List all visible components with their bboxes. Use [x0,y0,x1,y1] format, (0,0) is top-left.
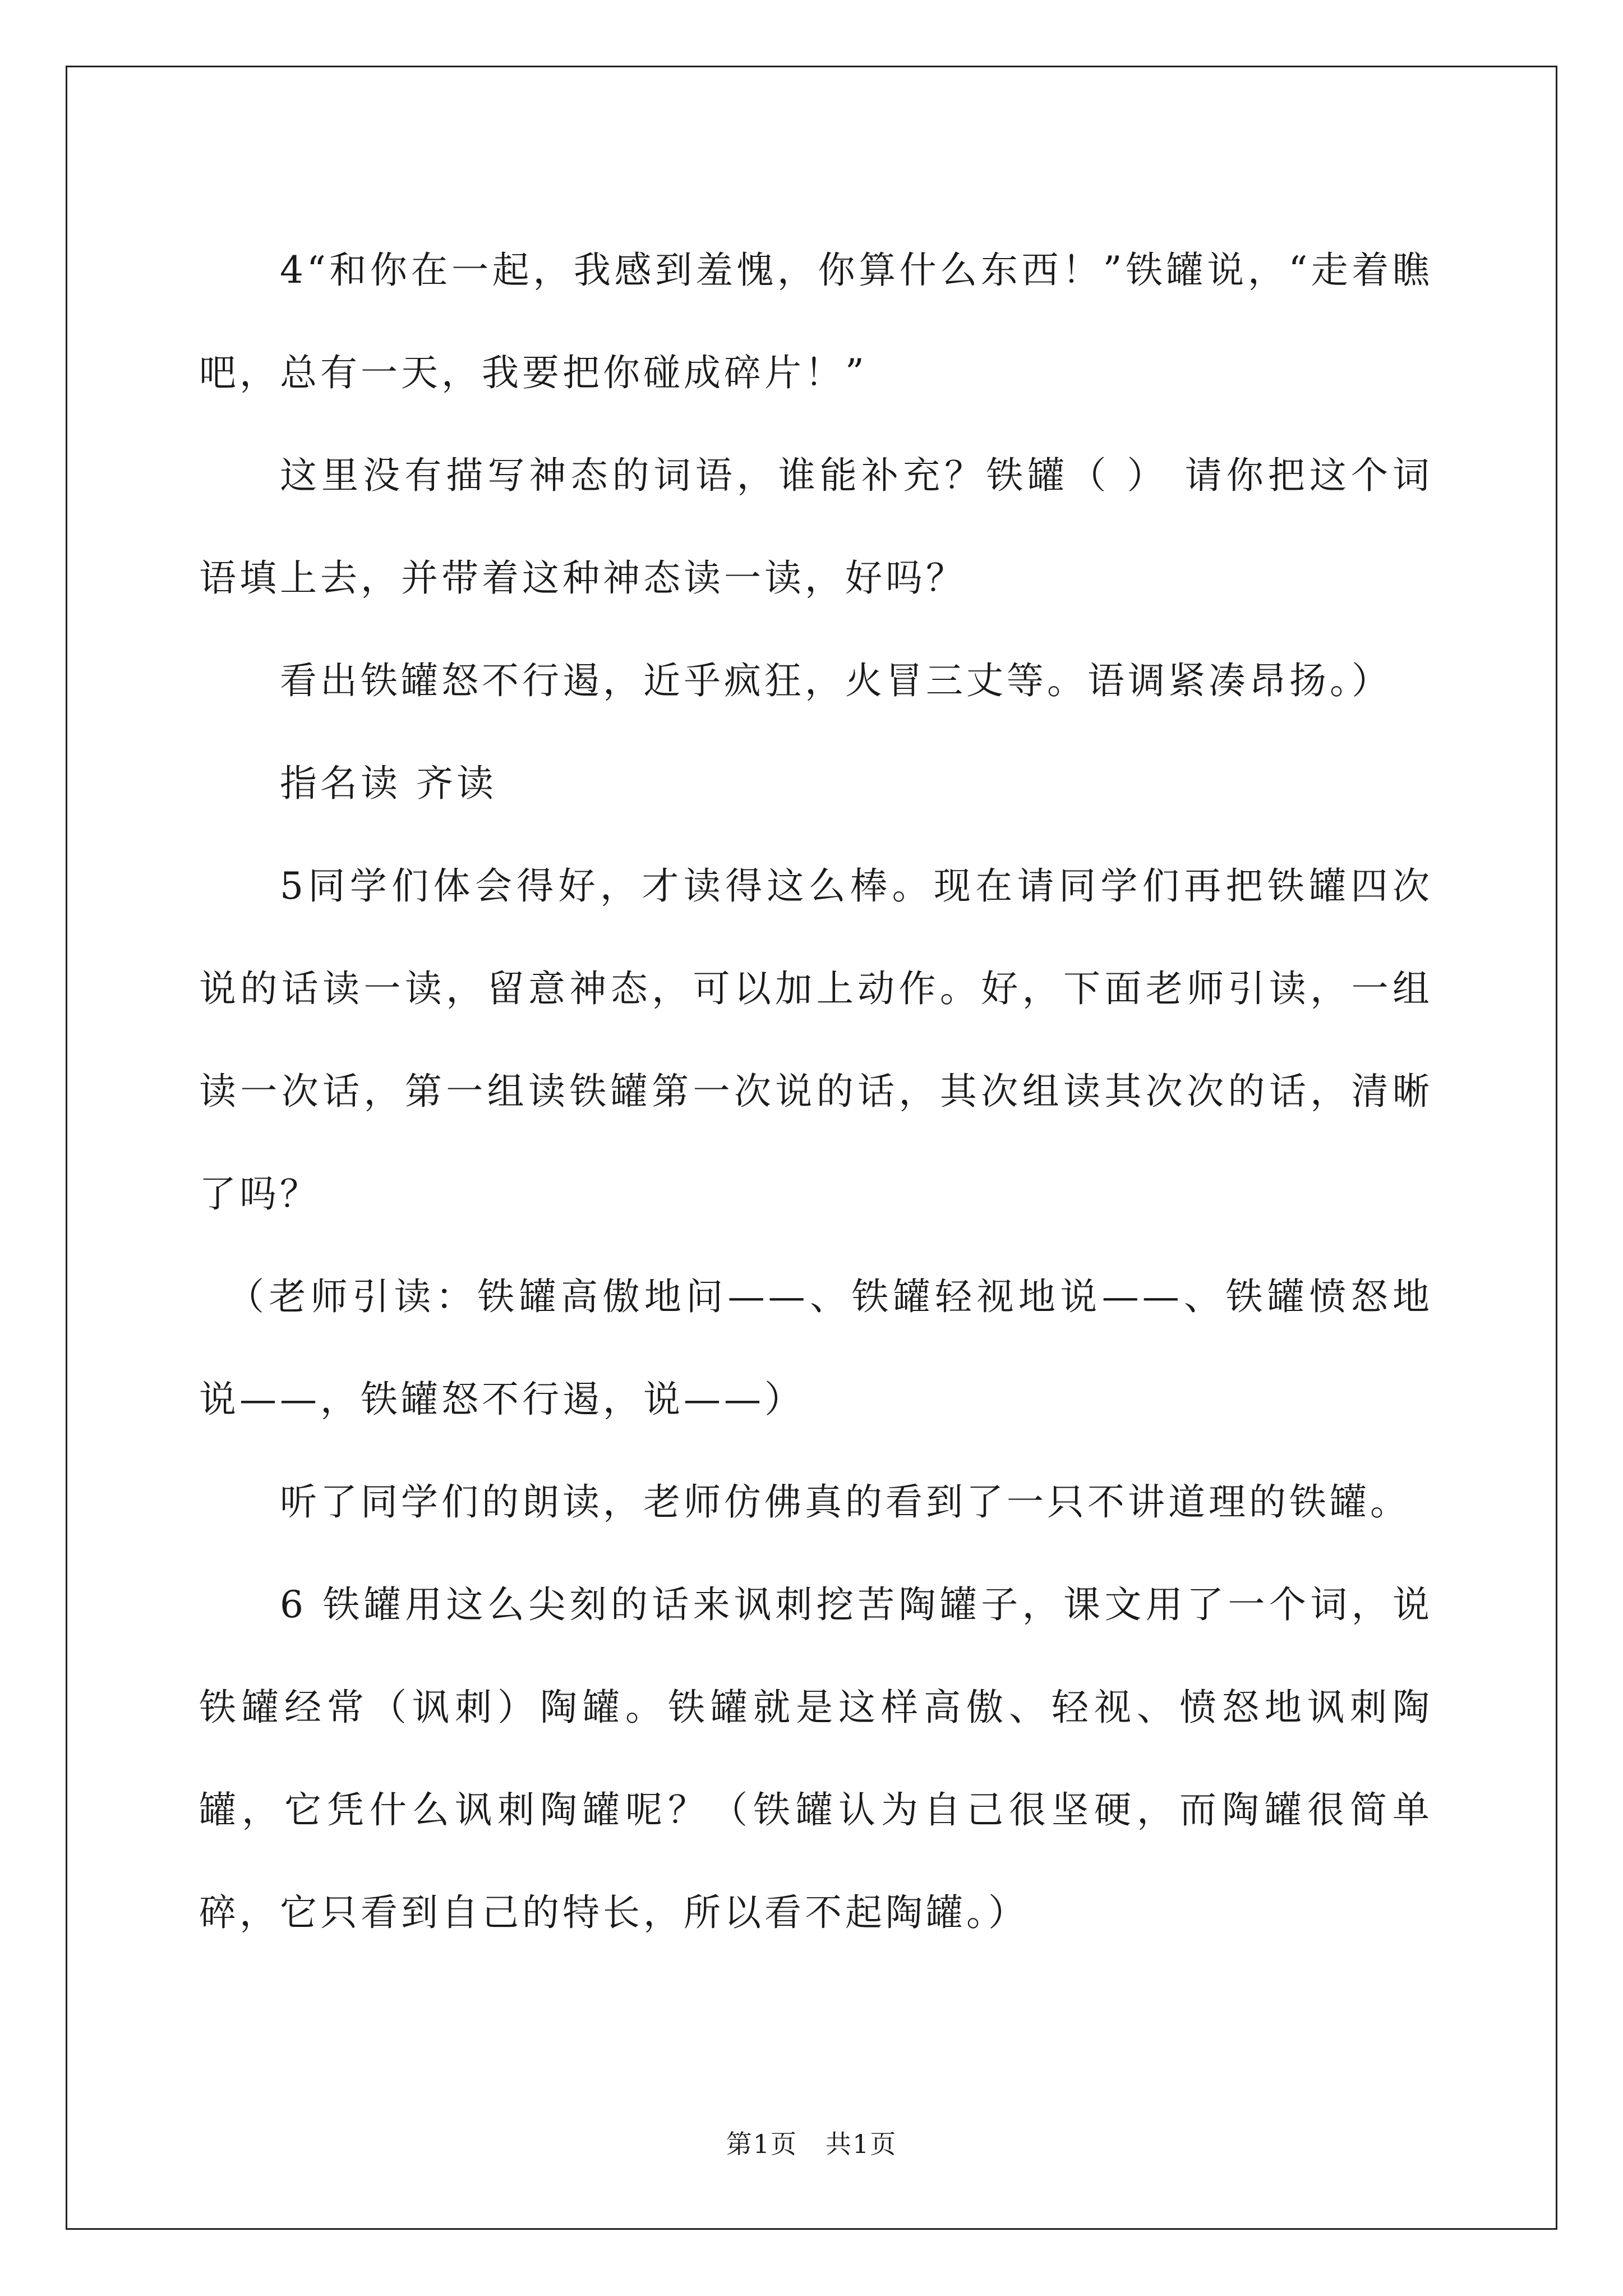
paragraph-reading-mode: 指名读 齐读 [280,762,497,805]
paragraph-answer-expression: 看出铁罐怒不行遏，近乎疯狂，火冒三丈等。语调紧凑昂扬。） [280,659,1392,702]
document-body [199,219,1433,1964]
paragraph-dialogue-4: 4“和你在一起，我感到羞愧，你算什么东西！”铁罐说，“走着瞧吧，总有一天，我要把你碰成碎片！” [199,249,1433,394]
paragraph-step-6: 6 铁罐用这么尖刻的话来讽刺挖苦陶罐子，课文用了一个词，说铁罐经常（讽刺）陶罐。铁罐就是这样高傲、轻视、愤怒地讽刺陶罐，它凭什么讽刺陶罐呢？（铁罐认为自己很坚硬，而陶罐很简单碎，它只看到自己的特长，所以看不起陶罐。） [199,1583,1433,1934]
paragraph-teacher-guide: （老师引读：铁罐高傲地问——、铁罐轻视地说——、铁罐愤怒地说——，铁罐怒不行遏，说——） [199,1275,1433,1421]
paragraph-step-5: 5同学们体会得好，才读得这么棒。现在请同学们再把铁罐四次说的话读一读，留意神态，可以加上动作。好，下面老师引读，一组读一次话，第一组读铁罐第一次说的话，其次组读其次次的话，清晰了吗？ [199,864,1433,1216]
paragraph-question-expression: 这里没有描写神态的词语，谁能补充？铁罐（ ） 请你把这个词语填上去，并带着这种神态读一读，好吗？ [199,454,1433,600]
paragraph-reading-feedback: 听了同学们的朗读，老师仿佛真的看到了一只不讲道理的铁罐。 [280,1480,1410,1524]
page-footer [0,2124,1623,2161]
page-number: 第1页 [726,2129,797,2159]
page-total: 共1页 [826,2129,897,2159]
